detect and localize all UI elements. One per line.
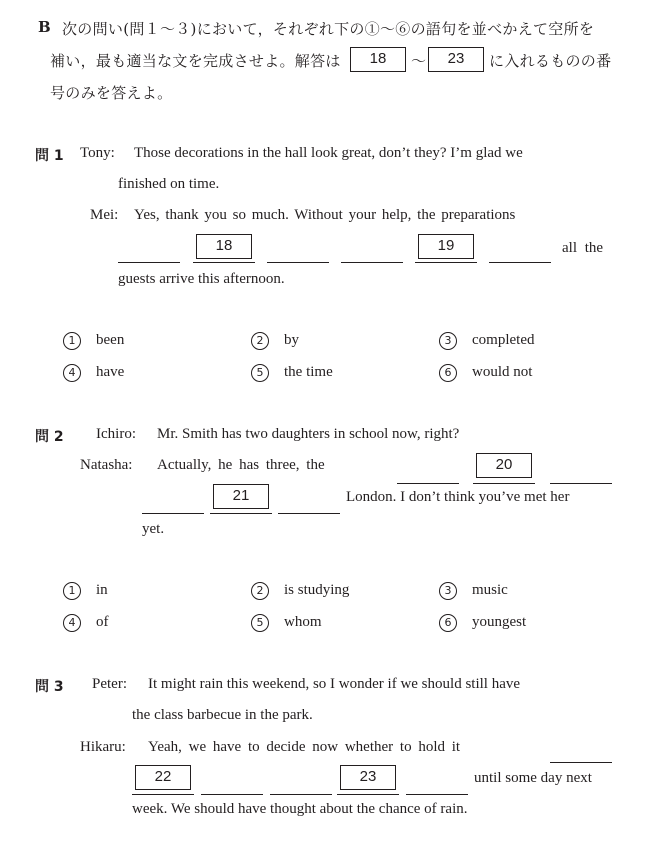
speaker-name: Ichiro: [96, 426, 136, 442]
answer-box-22: 22 [135, 765, 191, 790]
option-text: completed [472, 332, 535, 348]
dialogue-line: Yes, thank you so much. Without your help, the preparations [134, 207, 516, 223]
option-text: would not [472, 364, 533, 380]
answer-blank [142, 513, 204, 514]
option-text: in [96, 582, 108, 598]
answer-box-range-end: 23 [428, 47, 484, 72]
instruction-line-2b: に入れるものの番 [489, 52, 612, 70]
instruction-line-1: 次の問い(問１～３)において，それぞれ下の①～⑥の語句を並べかえて空所を [62, 20, 595, 38]
speaker-name: Peter: [92, 676, 127, 692]
option-text: by [284, 332, 299, 348]
tilde: ～ [411, 52, 427, 70]
dialogue-line: Mr. Smith has two daughters in school now, right? [157, 426, 460, 442]
answer-blank [278, 513, 340, 514]
option-number-icon: 3 [439, 582, 457, 600]
option-number-icon: 2 [251, 582, 269, 600]
answer-box-23: 23 [340, 765, 396, 790]
option-number-icon: 1 [63, 332, 81, 350]
option-text: youngest [472, 614, 527, 630]
question-label: 問 3 [35, 679, 64, 695]
dialogue-fragment: until some day next [474, 770, 592, 786]
question-label: 問 2 [35, 429, 64, 445]
dialogue-line: the class barbecue in the park. [132, 707, 313, 723]
section-label: B [38, 18, 51, 36]
answer-box-18: 18 [196, 234, 252, 259]
option-text: the time [284, 364, 333, 380]
dialogue-line: It might rain this weekend, so I wonder if we should still have [148, 676, 521, 692]
answer-blank [489, 262, 551, 263]
dialogue-line: Actually, he has three, the [157, 457, 325, 473]
option-number-icon: 5 [251, 614, 269, 632]
option-text: music [472, 582, 508, 598]
option-number-icon: 3 [439, 332, 457, 350]
answer-blank [267, 262, 329, 263]
instruction-line-2a: 補い，最も適当な文を完成させよ。解答は [50, 52, 341, 70]
option-number-icon: 6 [439, 364, 457, 382]
option-number-icon: 4 [63, 614, 81, 632]
option-text: have [96, 364, 125, 380]
instruction-line-3: 号のみを答えよ。 [50, 84, 173, 102]
answer-box-19: 19 [418, 234, 474, 259]
answer-blank [406, 794, 468, 795]
option-text: whom [284, 614, 322, 630]
dialogue-line: Yeah, we have to decide now whether to hold it [148, 739, 461, 755]
answer-blank [193, 262, 255, 263]
option-number-icon: 1 [63, 582, 81, 600]
dialogue-line: guests arrive this afternoon. [118, 271, 285, 287]
answer-blank [337, 794, 399, 795]
dialogue-line: Those decorations in the hall look great, don’t they? I’m glad we [134, 145, 523, 161]
option-text: been [96, 332, 125, 348]
answer-blank [550, 483, 612, 484]
answer-blank [397, 483, 459, 484]
option-number-icon: 4 [63, 364, 81, 382]
option-number-icon: 2 [251, 332, 269, 350]
option-text: is studying [284, 582, 350, 598]
answer-blank [118, 262, 180, 263]
speaker-name: Natasha: [80, 457, 133, 473]
dialogue-fragment: London. I don’t think you’ve met her [346, 489, 570, 505]
speaker-name: Tony: [80, 145, 115, 161]
option-text: of [96, 614, 109, 630]
dialogue-line: week. We should have thought about the chance of rain. [132, 801, 468, 817]
dialogue-line: yet. [142, 521, 165, 537]
speaker-name: Mei: [90, 207, 119, 223]
answer-blank [132, 794, 194, 795]
answer-blank [201, 794, 263, 795]
option-number-icon: 6 [439, 614, 457, 632]
answer-box-range-start: 18 [350, 47, 406, 72]
answer-blank [473, 483, 535, 484]
answer-box-20: 20 [476, 453, 532, 478]
answer-box-21: 21 [213, 484, 269, 509]
answer-blank [270, 794, 332, 795]
dialogue-fragment: all the [562, 240, 604, 256]
answer-blank [341, 262, 403, 263]
dialogue-line: finished on time. [118, 176, 220, 192]
question-label: 問 1 [35, 148, 64, 164]
speaker-name: Hikaru: [80, 739, 126, 755]
answer-blank [210, 513, 272, 514]
option-number-icon: 5 [251, 364, 269, 382]
answer-blank [550, 762, 612, 763]
answer-blank [415, 262, 477, 263]
